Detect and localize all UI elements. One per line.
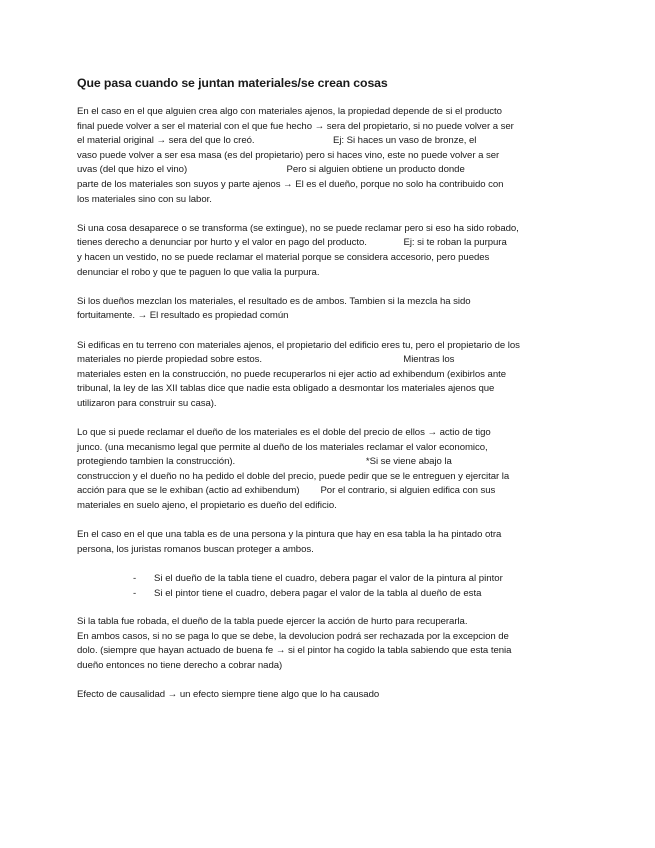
paragraph-line: Lo que si puede reclamar el dueño de los materiales es el doble del precio de ellos → actio de tigo [77, 427, 491, 439]
list-bullet-dash: - [133, 573, 137, 584]
closing-paragraphs-block [77, 615, 579, 703]
paragraphs-block [77, 105, 579, 557]
paragraph [77, 222, 579, 280]
paragraph-line: Si la tabla fue robada, el dueño de la tabla puede ejercer la acción de hurto para recuperarla. [77, 616, 468, 628]
paragraph-line: Si una cosa desaparece o se transforma (se extingue), no se puede reclamar pero si eso ha sido robado, [77, 222, 519, 234]
paragraph-line: materiales esten en la construcción, no puede recuperarlos ni ejer actio ad exhibendum (exibirlos ante [77, 368, 506, 380]
paragraph [77, 528, 579, 557]
bullet-list [77, 572, 579, 601]
paragraph-line: Si los dueños mezclan los materiales, el resultado es de ambos. Tambien si la mezcla ha sido [77, 295, 471, 307]
paragraph-line: En el caso en el que una tabla es de una persona y la pintura que hay en esa tabla la ha pintado otra [77, 529, 502, 541]
paragraph-line: construccion y el dueño no ha pedido el doble del precio, puede pedir que se le entreguen y ejercitar la [77, 470, 510, 482]
paragraph-line: dueño entonces no tiene derecho a cobrar nada) [77, 659, 283, 671]
paragraph-line: utilizaron para construir su casa). [77, 397, 217, 409]
paragraph-line: tienes derecho a denunciar por hurto y el valor en pago del producto. Ej: si te roban la purpura [77, 237, 507, 249]
paragraph [77, 426, 579, 514]
paragraph-line: final puede volver a ser el material con el que fue hecho → sera del propietario, si no puede volver a ser [77, 120, 514, 132]
list-item [77, 572, 579, 587]
paragraph [77, 105, 579, 207]
paragraph-line: junco. (una mecanismo legal que permite al dueño de los materiales reclamar el valor economico, [77, 441, 488, 453]
paragraph-line: los materiales sino con su labor. [77, 193, 212, 205]
paragraph-line: persona, los juristas romanos buscan proteger a ambos. [77, 543, 314, 555]
paragraph-line: dolo. (siempre que hayan actuado de buena fe → si el pintor ha cogido la tabla sabiendo que esta tenia [77, 645, 512, 657]
paragraph-line: materiales en suelo ajeno, el propietario es dueño del edificio. [77, 500, 337, 512]
paragraph [77, 688, 579, 703]
paragraph-line: vaso puede volver a ser esa masa (es del propietario) pero si haces vino, este no puede volver a ser [77, 149, 500, 161]
document-title: Que pasa cuando se juntan materiales/se crean cosas [77, 76, 388, 90]
paragraph-line: protegiendo tambien la construcción). *Si se viene abajo la [77, 456, 452, 468]
paragraph-line: Si edificas en tu terreno con materiales ajenos, el propietario del edificio eres tu, pero el propietario de los [77, 339, 520, 351]
list-bullet-dash: - [133, 587, 137, 599]
list-item-text: Si el dueño de la tabla tiene el cuadro, debera pagar el valor de la pintura al pintor [154, 573, 503, 584]
paragraph-line: parte de los materiales son suyos y parte ajenos → El es el dueño, porque no solo ha contribuido con [77, 178, 504, 190]
paragraph-line: denunciar el robo y que te paguen lo que valia la purpura. [77, 266, 320, 278]
paragraph-line: En el caso en el que alguien crea algo con materiales ajenos, la propiedad depende de si el producto [77, 106, 502, 117]
paragraph-line: materiales no pierde propiedad sobre estos. Mientras los [77, 354, 455, 366]
paragraph-line: y hacen un vestido, no se puede reclamar el material porque se considera accesorio, pero puedes [77, 251, 490, 263]
list-item-text: Si el pintor tiene el cuadro, debera pagar el valor de la tabla al dueño de esta [154, 587, 482, 599]
paragraph-line: acción para que se le exhiban (actio ad exhibendum) Por el contrario, si alguien edifica con sus [77, 485, 496, 497]
document-content [77, 76, 579, 717]
paragraph-line: tribunal, la ley de las XII tablas dice que nadie esta obligado a desmontar los materiales ajenos que [77, 383, 495, 395]
paragraph-line: fortuitamente. → El resultado es propiedad común [77, 310, 289, 322]
paragraph-line: Efecto de causalidad → un efecto siempre tiene algo que lo ha causado [77, 689, 380, 701]
list-item [77, 587, 579, 602]
paragraph-line: En ambos casos, si no se paga lo que se debe, la devolucion podrá ser rechazada por la excepcion de [77, 630, 509, 642]
paragraph [77, 615, 579, 673]
paragraph [77, 295, 579, 324]
paragraph [77, 339, 579, 412]
paragraph-line: el material original → sera del que lo creó. Ej: Si haces un vaso de bronze, el [77, 135, 477, 147]
paragraph-line: uvas (del que hizo el vino) Pero si alguien obtiene un producto donde [77, 164, 465, 176]
